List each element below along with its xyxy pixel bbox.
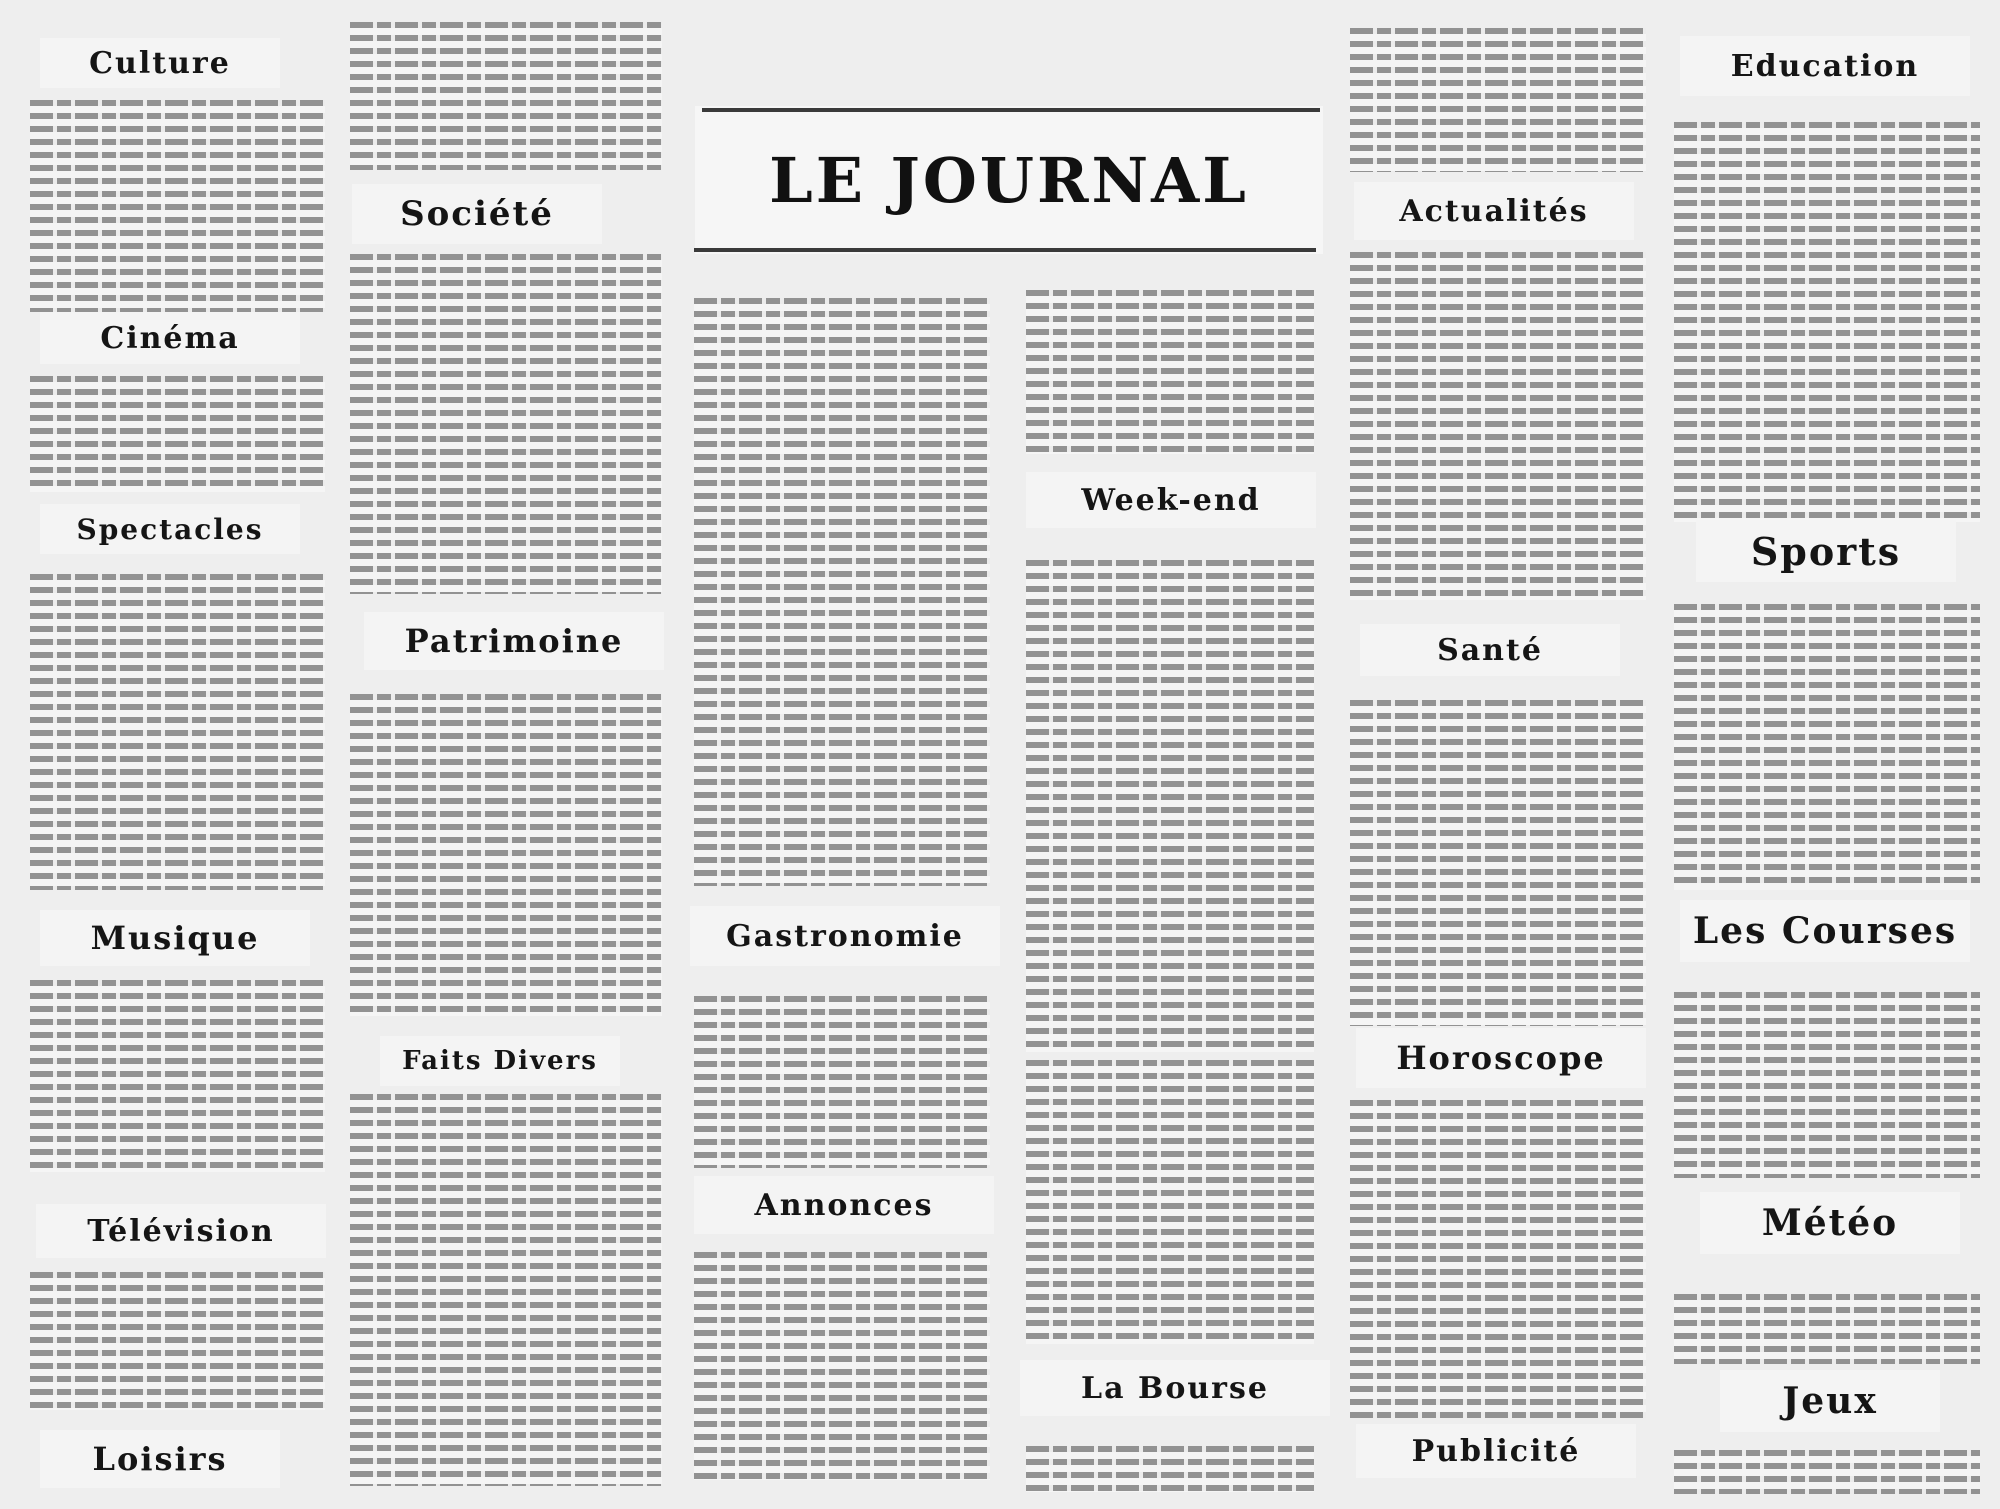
article-text-block [1674,1294,1980,1364]
article-text-block [1674,604,1980,890]
heading-weekend: Week-end [1026,472,1316,528]
heading-sports: Sports [1696,520,1956,582]
heading-loisirs: Loisirs [40,1430,280,1488]
heading-annonces: Annonces [694,1176,994,1234]
article-text-block [1674,1450,1980,1494]
heading-cinema: Cinéma [40,312,300,364]
article-text-block [350,254,662,594]
article-text-block [1674,122,1980,522]
heading-horoscope: Horoscope [1356,1028,1646,1088]
heading-musique: Musique [40,910,310,966]
article-text-block [1350,252,1646,600]
masthead-title: LE JOURNAL [769,143,1249,217]
heading-actualites: Actualités [1354,182,1634,240]
article-text-block [694,298,990,886]
heading-television: Télévision [36,1204,326,1258]
heading-gastronomie: Gastronomie [690,906,1000,966]
article-text-block [350,1094,662,1486]
article-text-block [350,694,662,1016]
masthead-top-rule [702,108,1320,112]
article-text-block [30,574,325,890]
heading-jeux: Jeux [1720,1370,1940,1432]
heading-education: Education [1680,36,1970,96]
article-text-block [1350,700,1646,1026]
article-text-block [30,1272,325,1410]
heading-societe: Société [352,184,602,244]
heading-sante: Santé [1360,624,1620,676]
heading-patrimoine: Patrimoine [364,612,664,670]
article-text-block [1674,992,1980,1178]
article-text-block [1350,1100,1646,1418]
article-text-block [30,980,325,1172]
heading-culture: Culture [40,38,280,88]
article-text-block [30,376,325,492]
article-text-block [694,996,990,1168]
heading-meteo: Météo [1700,1192,1960,1254]
heading-la-bourse: La Bourse [1020,1360,1330,1416]
article-text-block [1026,1446,1314,1492]
article-text-block [1026,1060,1314,1344]
masthead-bottom-rule [694,248,1316,252]
article-text-block [350,22,662,170]
heading-publicite: Publicité [1356,1424,1636,1478]
article-text-block [1026,560,1314,1052]
article-text-block [1350,28,1646,172]
heading-spectacles: Spectacles [40,504,300,554]
heading-faits-divers: Faits Divers [380,1036,620,1086]
article-text-block [694,1252,990,1480]
article-text-block [30,100,325,312]
heading-les-courses: Les Courses [1680,900,1970,962]
article-text-block [1026,290,1314,454]
